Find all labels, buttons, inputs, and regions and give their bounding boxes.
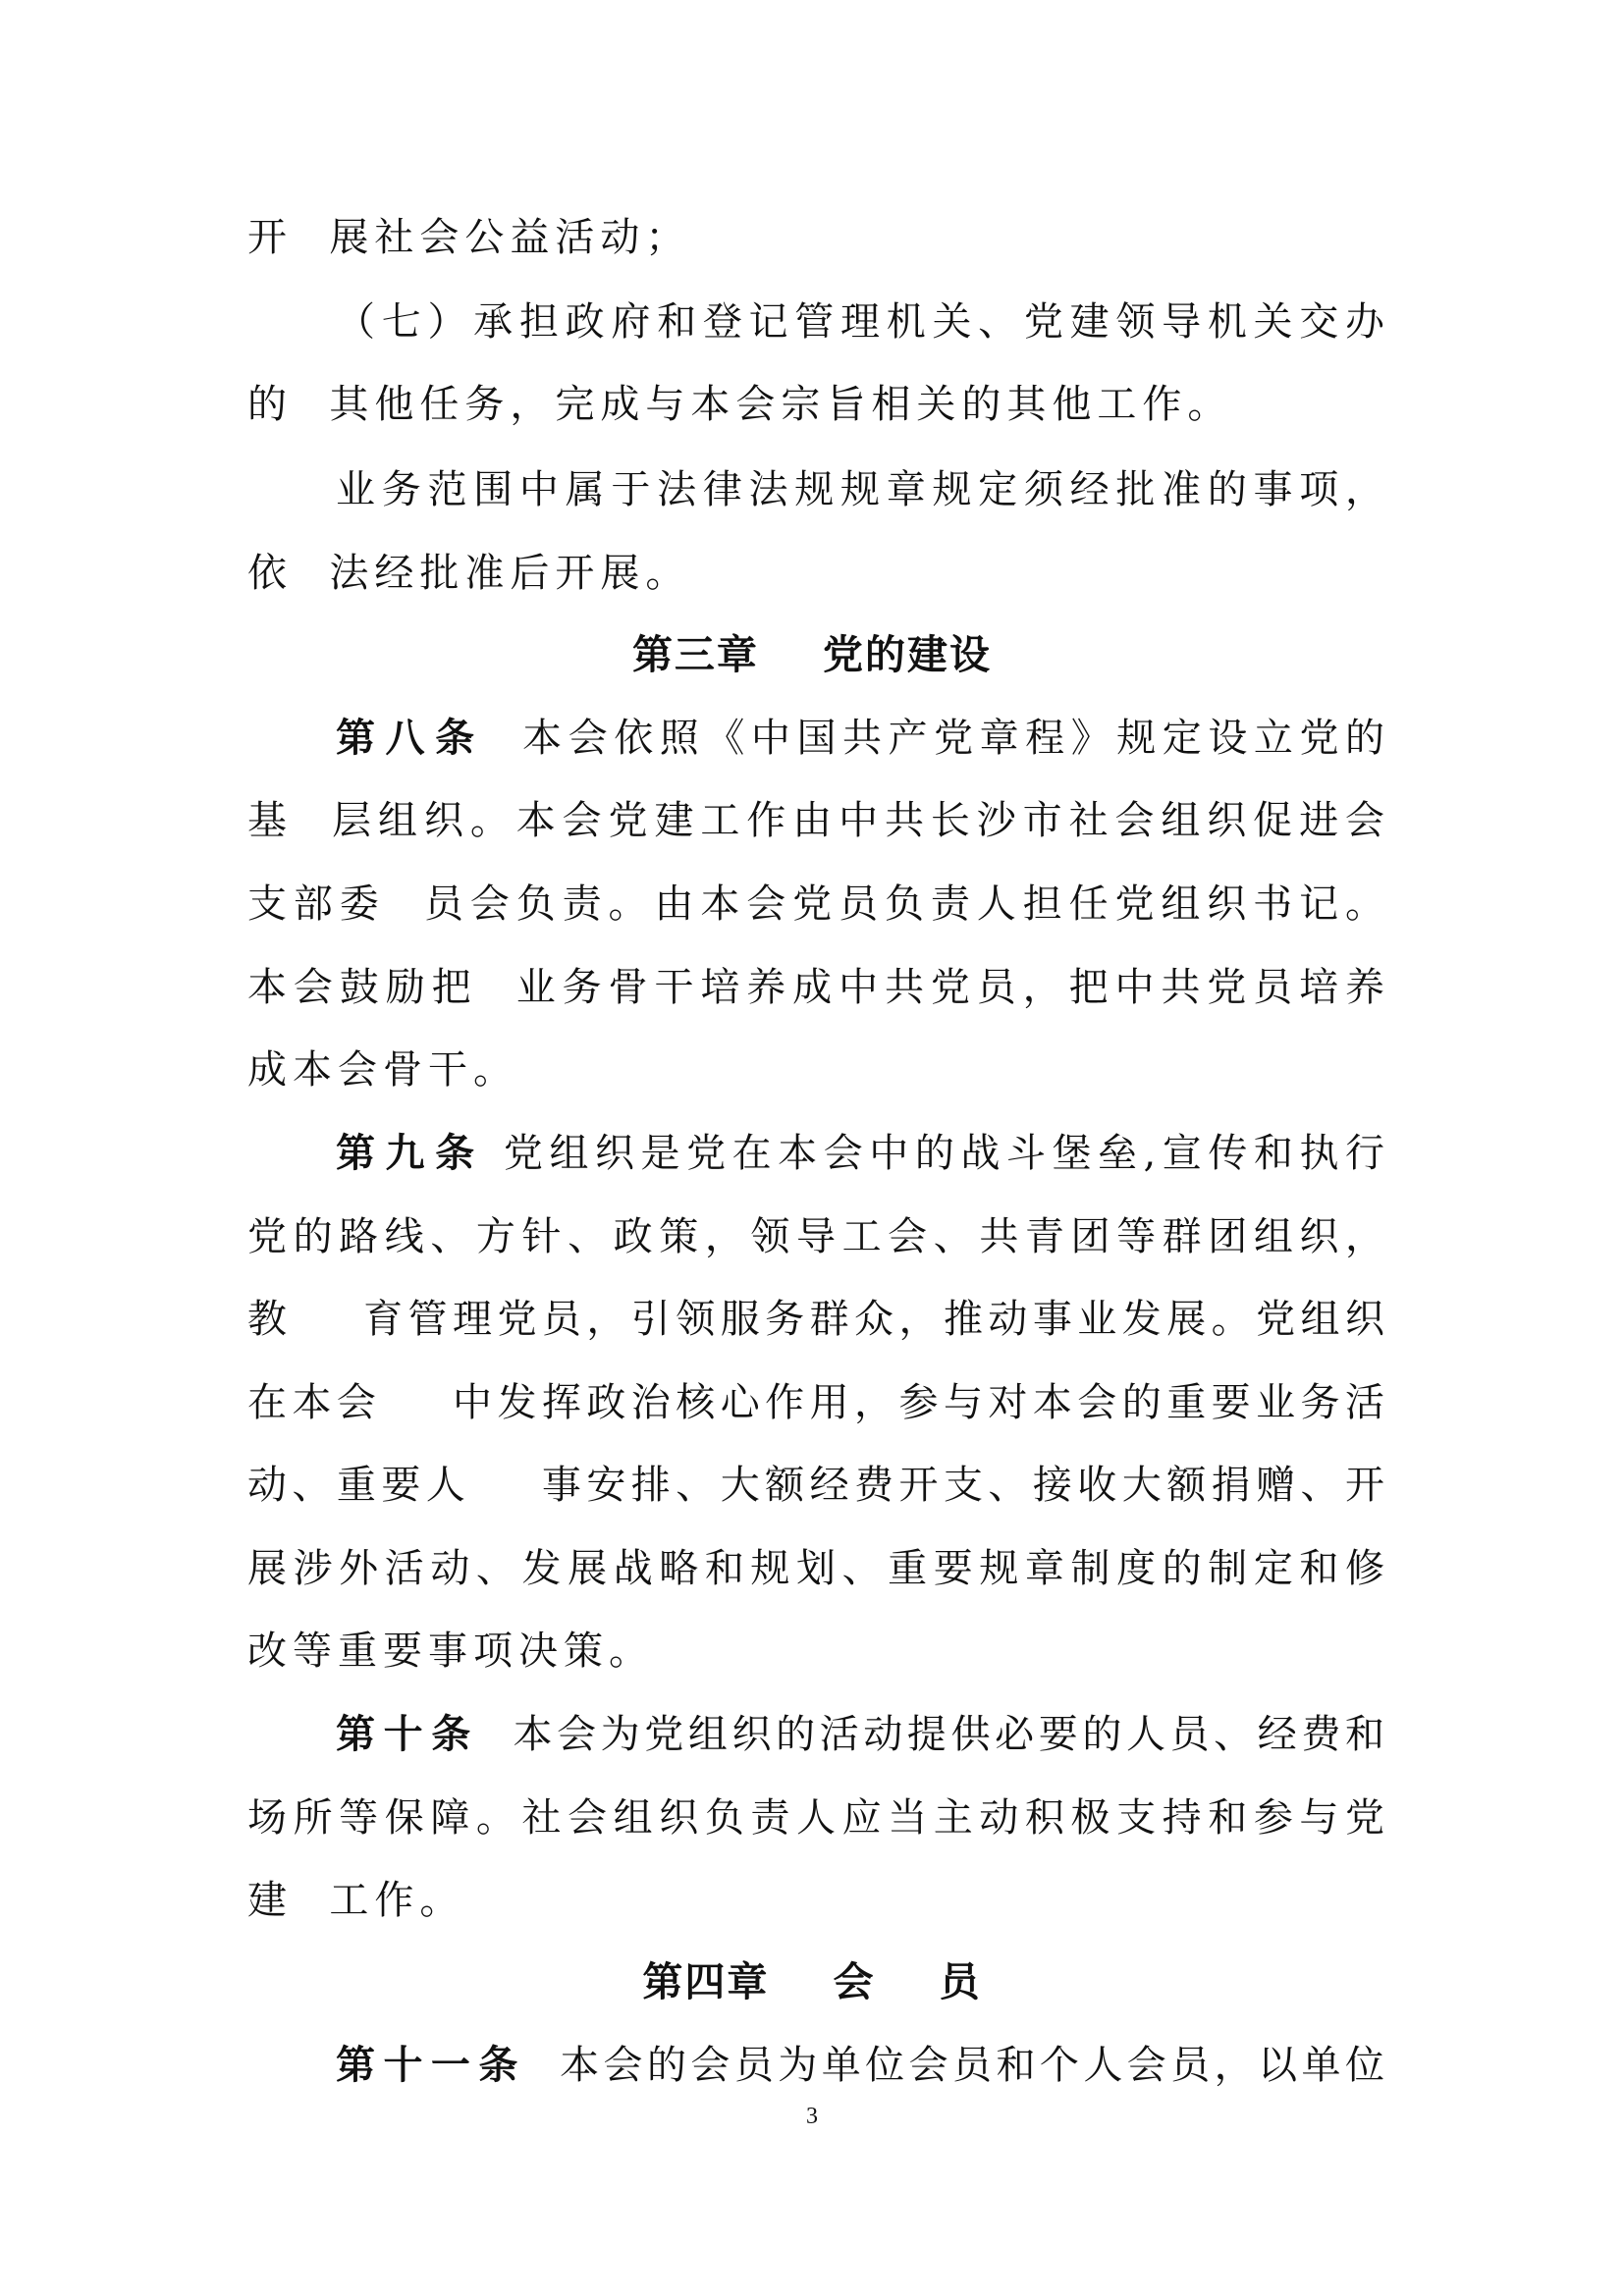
article-9-line: [336, 1130, 1384, 1177]
paragraph-line: 开 展社会公益活动；: [247, 215, 691, 260]
article-10-line: [336, 1711, 1384, 1758]
paragraph-line: 业务范围中属于法律法规规章规定须经批准的事项，: [336, 467, 1384, 512]
paragraph-line: 展涉外活动、发展战略和规划、重要规章制度的制定和修: [247, 1546, 1384, 1591]
article-text: 本会依照《中国共产党章程》规定设立党的: [484, 716, 1384, 761]
paragraph-line: 基 层组织。本会党建工作由中共长沙市社会组织促进会: [247, 798, 1384, 843]
paragraph-line: 在本会 中发挥政治核心作用，参与对本会的重要业务活: [247, 1380, 1384, 1425]
paragraph-line: 成本会骨干。: [247, 1047, 518, 1093]
article-label: 第八条: [336, 716, 485, 761]
chapter-heading: 第三章 党的建设: [631, 631, 993, 678]
paragraph-line: 建 工作。: [247, 1878, 465, 1923]
paragraph-line: （七）承担政府和登记管理机关、党建领导机关交办: [336, 299, 1384, 345]
article-text: 党组织是党在本会中的战斗堡垒,宣传和执行: [484, 1131, 1384, 1176]
paragraph-line: 教 育管理党员，引领服务群众，推动事业发展。党组织: [247, 1297, 1384, 1342]
paragraph-line: 依 法经批准后开展。: [247, 551, 691, 596]
paragraph-line: 的 其他任务，完成与本会宗旨相关的其他工作。: [247, 382, 1233, 427]
article-text: 本会为党组织的活动提供必要的人员、经费和: [478, 1712, 1384, 1757]
paragraph-line: 改等重要事项决策。: [247, 1629, 654, 1674]
article-label: 第九条: [336, 1131, 485, 1176]
paragraph-line: 支部委 员会负责。由本会党员负责人担任党组织书记。: [247, 881, 1384, 927]
paragraph-line: 本会鼓励把 业务骨干培养成中共党员，把中共党员培养: [247, 965, 1384, 1010]
paragraph-line: 动、重要人 事安排、大额经费开支、接收大额捐赠、开: [247, 1463, 1384, 1508]
article-label: 第十一条: [336, 2043, 526, 2088]
chapter-heading: 第四章 会 员: [642, 1958, 982, 2005]
article-label: 第十条: [336, 1712, 479, 1757]
article-8-line: [336, 715, 1384, 762]
paragraph-line: 场所等保障。社会组织负责人应当主动积极支持和参与党: [247, 1795, 1384, 1841]
article-11-line: [336, 2042, 1384, 2089]
page-number: 3: [806, 2104, 818, 2129]
paragraph-line: 党的路线、方针、政策，领导工会、共青团等群团组织，: [247, 1214, 1384, 1259]
article-text: 本会的会员为单位会员和个人会员，以单位: [525, 2043, 1384, 2088]
